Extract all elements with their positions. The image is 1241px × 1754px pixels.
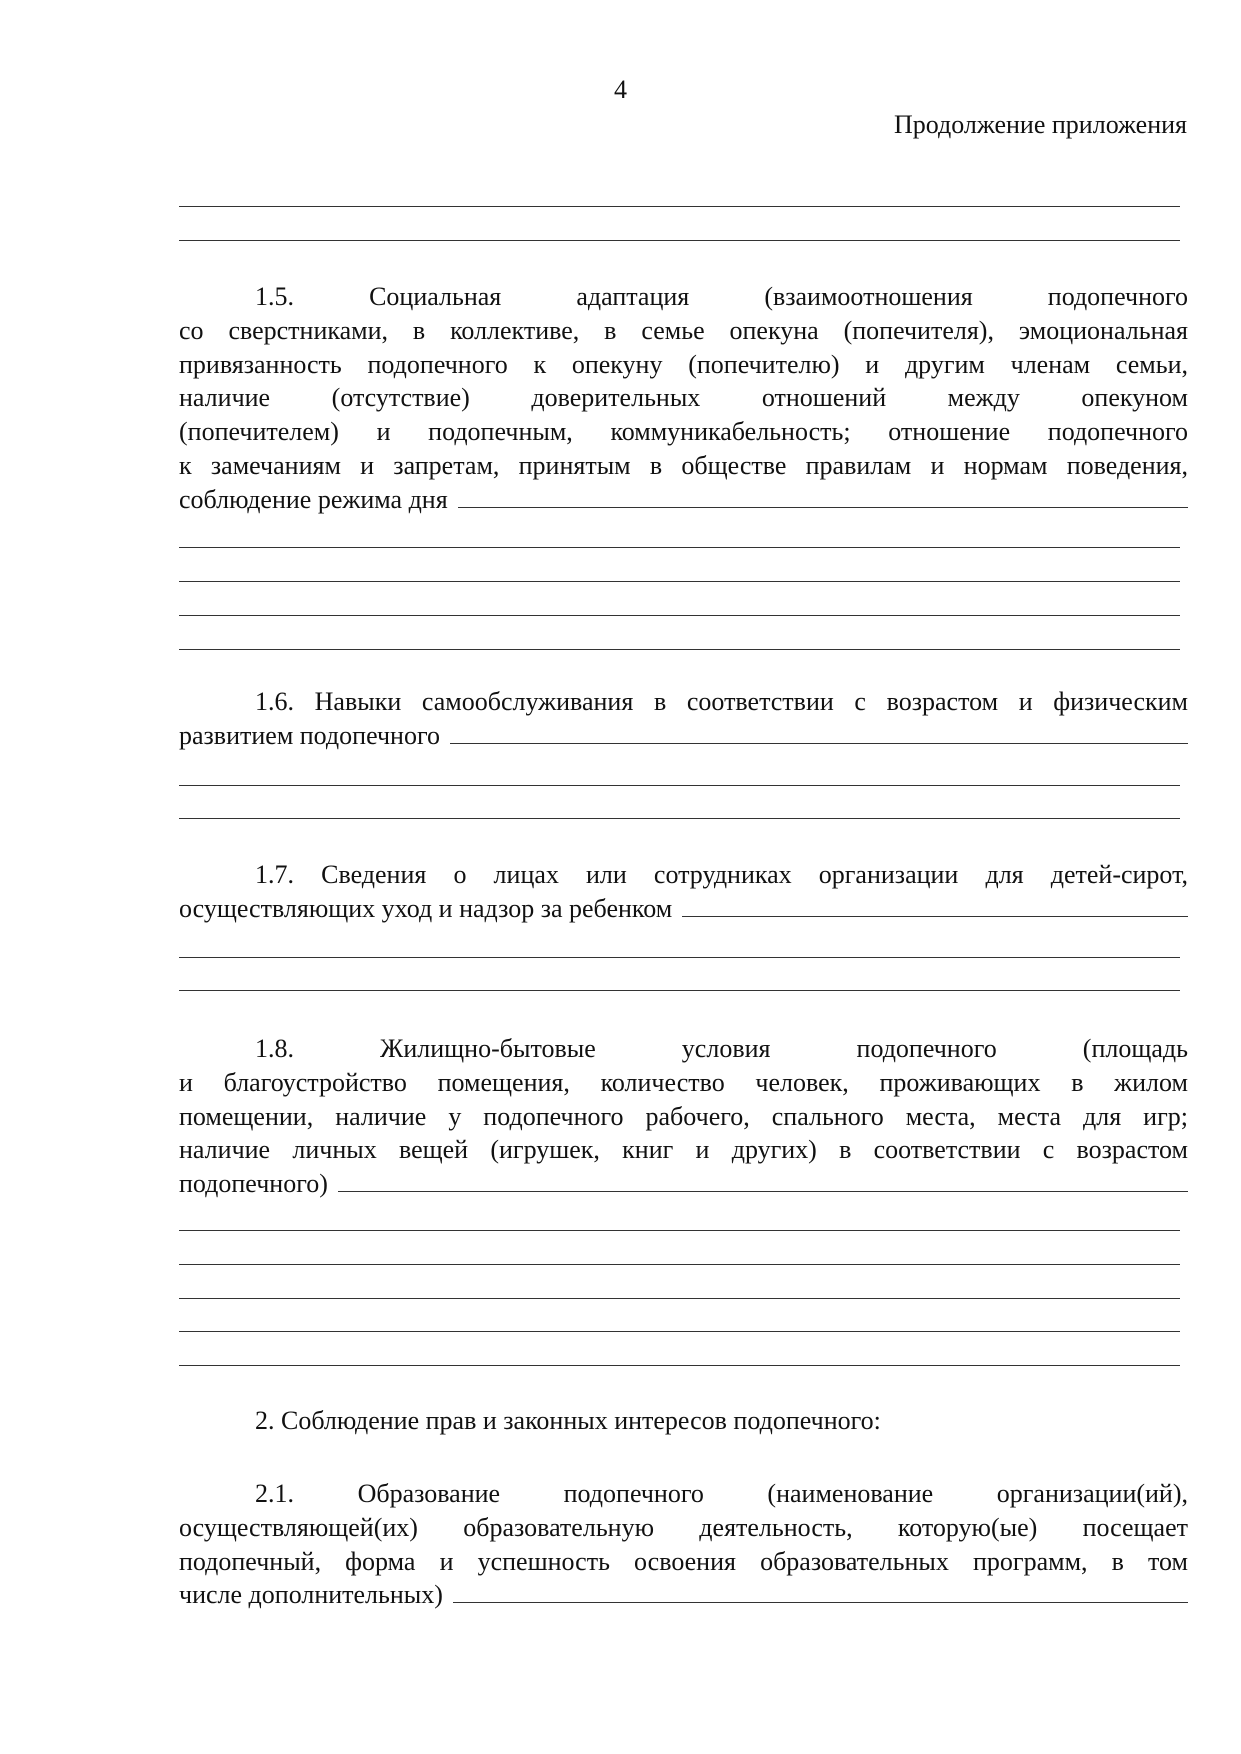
section-1-8 bbox=[179, 1032, 1188, 1201]
text-line-with-field bbox=[179, 1167, 1188, 1201]
section-2-heading: 2. Соблюдение прав и законных интересов подопечного: bbox=[255, 1406, 881, 1435]
text-line: осуществляющей(их) образовательную деятельность, которую(ые) посещает bbox=[179, 1512, 1188, 1542]
text-line: 2.1. Образование подопечного (наименование организации(ий), bbox=[255, 1479, 1188, 1508]
text-line: помещении, наличие у подопечного рабочего, спального места, места для игр; bbox=[179, 1101, 1188, 1131]
continuation-label: Продолжение приложения bbox=[893, 110, 1187, 139]
blank-line[interactable] bbox=[179, 1264, 1180, 1265]
blank-line[interactable] bbox=[179, 818, 1180, 819]
section-2-1 bbox=[179, 1477, 1188, 1612]
text-line: и благоустройство помещения, количество человек, проживающих в жилом bbox=[179, 1067, 1188, 1097]
blank-line[interactable] bbox=[179, 547, 1180, 548]
field-label: соблюдение режима дня bbox=[179, 484, 448, 514]
section-1-7 bbox=[179, 858, 1188, 926]
text-line: со сверстниками, в коллективе, в семье опекуна (попечителя), эмоциональная bbox=[179, 315, 1188, 345]
fill-in-field[interactable] bbox=[338, 1167, 1188, 1192]
blank-line[interactable] bbox=[179, 1331, 1180, 1332]
blank-line[interactable] bbox=[179, 240, 1180, 241]
page-number: 4 bbox=[614, 75, 627, 104]
blank-line[interactable] bbox=[179, 581, 1180, 582]
text-line: наличие (отсутствие) доверительных отношений между опекуном bbox=[179, 383, 1188, 413]
fill-in-field[interactable] bbox=[458, 483, 1188, 508]
section-1-5 bbox=[179, 280, 1188, 517]
text-line: к замечаниям и запретам, принятым в обществе правилам и нормам поведения, bbox=[179, 450, 1188, 480]
text-line-with-field bbox=[179, 483, 1188, 517]
field-label: осуществляющих уход и надзор за ребенком bbox=[179, 893, 673, 923]
text-line: 1.7. Сведения о лицах или сотрудниках организации для детей-сирот, bbox=[255, 860, 1188, 889]
text-line: подопечный, форма и успешность освоения образовательных программ, в том bbox=[179, 1546, 1188, 1576]
blank-line[interactable] bbox=[179, 957, 1180, 958]
text-line: 1.8. Жилищно-бытовые условия подопечного (площадь bbox=[255, 1034, 1188, 1063]
blank-line[interactable] bbox=[179, 649, 1180, 650]
text-line-with-field bbox=[179, 1578, 1188, 1612]
text-line: наличие личных вещей (игрушек, книг и других) в соответствии с возрастом bbox=[179, 1135, 1188, 1165]
fill-in-field[interactable] bbox=[682, 892, 1188, 917]
blank-line[interactable] bbox=[179, 990, 1180, 991]
blank-line[interactable] bbox=[179, 1230, 1180, 1231]
blank-line[interactable] bbox=[179, 615, 1180, 616]
blank-line[interactable] bbox=[179, 785, 1180, 786]
text-line: 1.5. Социальная адаптация (взаимоотношения подопечного bbox=[255, 282, 1188, 311]
blank-line[interactable] bbox=[179, 1298, 1180, 1299]
field-label: числе дополнительных) bbox=[179, 1580, 443, 1610]
text-line: (попечителем) и подопечным, коммуникабельность; отношение подопечного bbox=[179, 417, 1188, 447]
field-label: развитием подопечного bbox=[179, 720, 440, 750]
fill-in-field[interactable] bbox=[450, 719, 1188, 744]
text-line: 1.6. Навыки самообслуживания в соответствии с возрастом и физическим bbox=[255, 687, 1188, 716]
blank-line[interactable] bbox=[179, 206, 1180, 207]
text-line: привязанность подопечного к опекуну (попечителю) и другим членам семьи, bbox=[179, 349, 1188, 379]
text-line-with-field bbox=[179, 719, 1188, 753]
blank-line[interactable] bbox=[179, 1365, 1180, 1366]
text-line-with-field bbox=[179, 892, 1188, 926]
fill-in-field[interactable] bbox=[453, 1578, 1188, 1603]
field-label: подопечного) bbox=[179, 1169, 328, 1199]
section-1-6 bbox=[179, 685, 1188, 753]
